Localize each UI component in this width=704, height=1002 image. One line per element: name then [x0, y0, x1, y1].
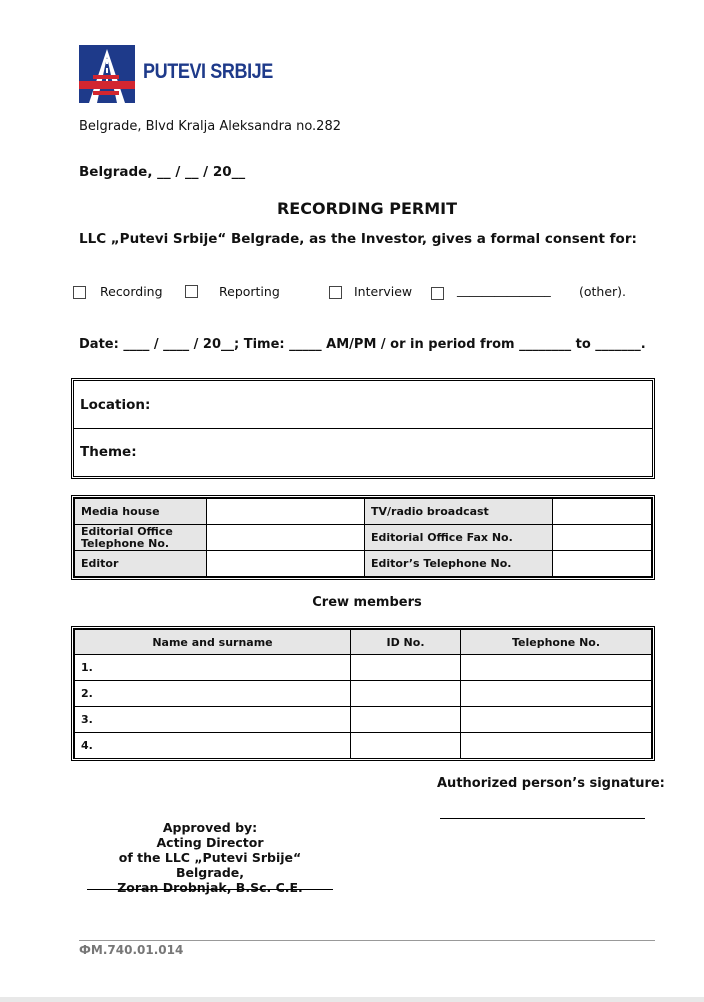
crew-name-cell[interactable]: 1. — [75, 655, 351, 681]
table-row — [75, 655, 652, 681]
editor-phone-value[interactable] — [553, 551, 652, 577]
media-info-box — [71, 495, 655, 580]
crew-id-cell[interactable] — [351, 655, 461, 681]
other-blank[interactable]: _______________ — [457, 282, 551, 297]
theme-field[interactable] — [74, 429, 652, 476]
media-house-value[interactable] — [207, 499, 365, 525]
reporting-label: Reporting — [219, 284, 280, 299]
document-title: RECORDING PERMIT — [276, 199, 457, 218]
crew-name-cell[interactable]: 2. — [75, 681, 351, 707]
interview-label: Interview — [354, 284, 413, 299]
crew-id-cell[interactable] — [351, 733, 461, 759]
signature-line[interactable] — [440, 818, 645, 819]
editor-phone-label: Editor’s Telephone No. — [365, 551, 553, 577]
editor-label: Editor — [75, 551, 207, 577]
table-row — [75, 551, 652, 577]
crew-name-cell[interactable]: 4. — [75, 733, 351, 759]
issue-date-line: Belgrade, __ / __ / 20__ — [79, 164, 246, 180]
crew-table — [74, 629, 652, 759]
approved-line-2: Acting Director — [156, 835, 264, 850]
table-row — [75, 707, 652, 733]
company-address: Belgrade, Blvd Kralja Aleksandra no.282 — [79, 119, 341, 134]
media-info-table — [74, 498, 652, 577]
col-name-header: Name and surname — [75, 630, 351, 655]
crew-id-cell[interactable] — [351, 707, 461, 733]
crew-name-cell[interactable]: 3. — [75, 707, 351, 733]
col-id-header: ID No. — [351, 630, 461, 655]
table-row — [75, 733, 652, 759]
office-fax-value[interactable] — [553, 525, 652, 551]
page-bottom-edge — [0, 997, 704, 1002]
reporting-checkbox[interactable] — [185, 285, 198, 298]
approved-block — [85, 820, 335, 895]
form-code: ФМ.740.01.014 — [79, 943, 184, 957]
approved-line-4: Zoran Drobnjak, B.Sc. C.E. — [117, 880, 303, 895]
date-time-line: Date: ____ / ____ / 20__; Time: _____ AM/PM / or in period from ________ to _______. — [79, 337, 646, 352]
footer-divider — [79, 940, 655, 941]
table-row — [75, 525, 652, 551]
approved-line-1: Approved by: — [162, 820, 258, 835]
office-phone-value[interactable] — [207, 525, 365, 551]
crew-phone-cell[interactable] — [461, 655, 652, 681]
other-checkbox[interactable] — [431, 287, 444, 300]
col-phone-header: Telephone No. — [461, 630, 652, 655]
crew-box — [71, 626, 655, 761]
theme-label: Theme: — [80, 444, 137, 460]
crew-title: Crew members — [312, 595, 422, 610]
location-field[interactable] — [74, 381, 652, 429]
signature-label: Authorized person’s signature: — [437, 776, 665, 791]
crew-phone-cell[interactable] — [461, 733, 652, 759]
intro-text: LLC „Putevi Srbije“ Belgrade, as the Investor, gives a formal consent for: — [79, 231, 637, 247]
other-label: (other). — [579, 284, 627, 299]
location-label: Location: — [80, 397, 151, 413]
crew-phone-cell[interactable] — [461, 707, 652, 733]
approval-signature-line[interactable] — [87, 889, 333, 890]
tv-radio-label: TV/radio broadcast — [365, 499, 553, 525]
table-row — [75, 499, 652, 525]
recording-checkbox[interactable] — [73, 286, 86, 299]
table-row — [75, 681, 652, 707]
office-fax-label: Editorial Office Fax No. — [365, 525, 553, 551]
tv-radio-value[interactable] — [553, 499, 652, 525]
approved-line-3: of the LLC „Putevi Srbije“ Belgrade, — [118, 850, 302, 880]
interview-checkbox[interactable] — [329, 286, 342, 299]
location-theme-box — [71, 378, 655, 479]
crew-phone-cell[interactable] — [461, 681, 652, 707]
office-phone-label: Editorial Office Telephone No. — [75, 525, 207, 551]
editor-value[interactable] — [207, 551, 365, 577]
crew-id-cell[interactable] — [351, 681, 461, 707]
table-header-row — [75, 630, 652, 655]
recording-label: Recording — [100, 284, 163, 299]
media-house-label: Media house — [75, 499, 207, 525]
logo-text: PUTEVI SRBIJE — [143, 60, 273, 83]
